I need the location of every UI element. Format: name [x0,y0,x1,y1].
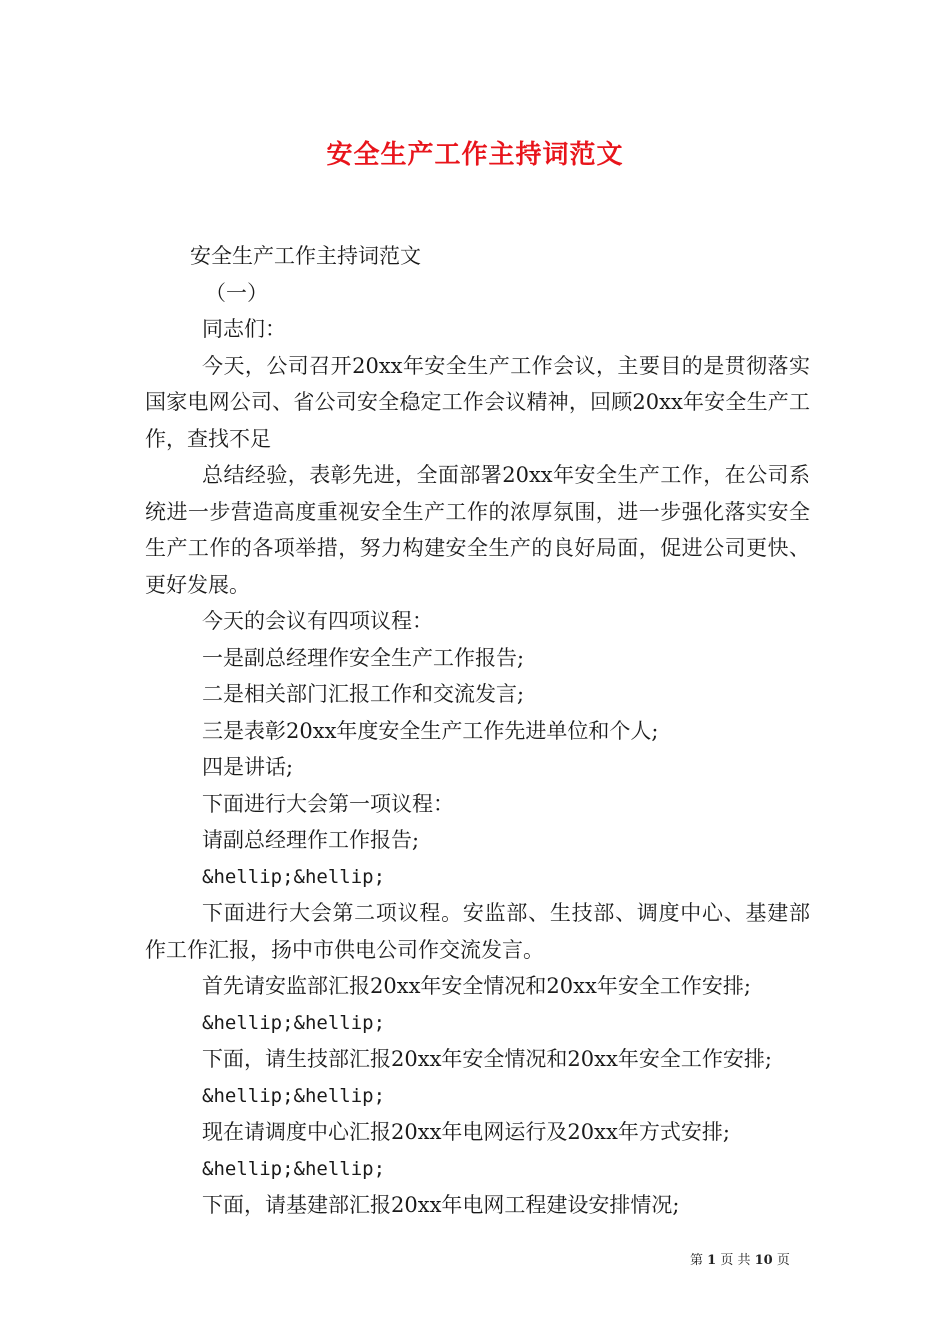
section-marker: （一） [205,280,268,305]
paragraph: 今天，公司召开20xx年安全生产工作会议，主要目的是贯彻落实国家电网公司、省公司安全稳定工作会议精神，回顾20xx年安全生产工作，查找不足 [145,353,810,451]
document-title: 安全生产工作主持词范文 [326,140,624,170]
document-subtitle: 安全生产工作主持词范文 [190,244,421,268]
paragraph: 首先请安监部汇报20xx年安全情况和20xx年安全工作安排; [202,974,751,998]
ellipsis-entity-line: &hellip;&hellip; [202,1157,386,1180]
footer-current-page: 1 [707,1253,717,1268]
paragraph: 一是副总经理作安全生产工作报告; [202,645,525,670]
paragraph: 现在请调度中心汇报20xx年电网运行及20xx年方式安排; [202,1120,730,1144]
paragraph: 下面，请基建部汇报20xx年电网工程建设安排情况; [202,1193,680,1217]
paragraph: 下面，请生技部汇报20xx年安全情况和20xx年安全工作安排; [202,1047,772,1071]
footer-total-pages: 10 [754,1253,773,1268]
footer-suffix: 页 [776,1253,790,1268]
document-body [145,238,810,1224]
paragraph: 下面进行大会第二项议程。安监部、生技部、调度中心、基建部作工作汇报，扬中市供电公司作交流发言。 [145,901,810,962]
paragraph: 请副总经理作工作报告; [202,828,420,852]
paragraph: 今天的会议有四项议程： [202,609,433,633]
paragraph: 三是表彰20xx年度安全生产工作先进单位和个人; [202,718,659,743]
paragraph: 四是讲话; [202,755,294,779]
paragraph: 同志们： [202,317,286,341]
footer-prefix: 第 [690,1253,704,1268]
ellipsis-entity-line: &hellip;&hellip; [202,1084,386,1107]
paragraph: 下面进行大会第一项议程： [202,791,454,816]
footer-middle: 页 共 [720,1253,751,1268]
paragraph: 二是相关部门汇报工作和交流发言; [202,682,525,706]
paragraph: 总结经验，表彰先进，全面部署20xx年安全生产工作，在公司系统进一步营造高度重视安全生产工作的浓厚氛围，进一步强化落实安全生产工作的各项举措，努力构建安全生产的良好局面，促进公司更快、更好发展。 [145,463,810,597]
page-footer [690,1249,790,1268]
ellipsis-entity-line: &hellip;&hellip; [202,1011,386,1034]
ellipsis-entity-line: &hellip;&hellip; [202,865,386,888]
